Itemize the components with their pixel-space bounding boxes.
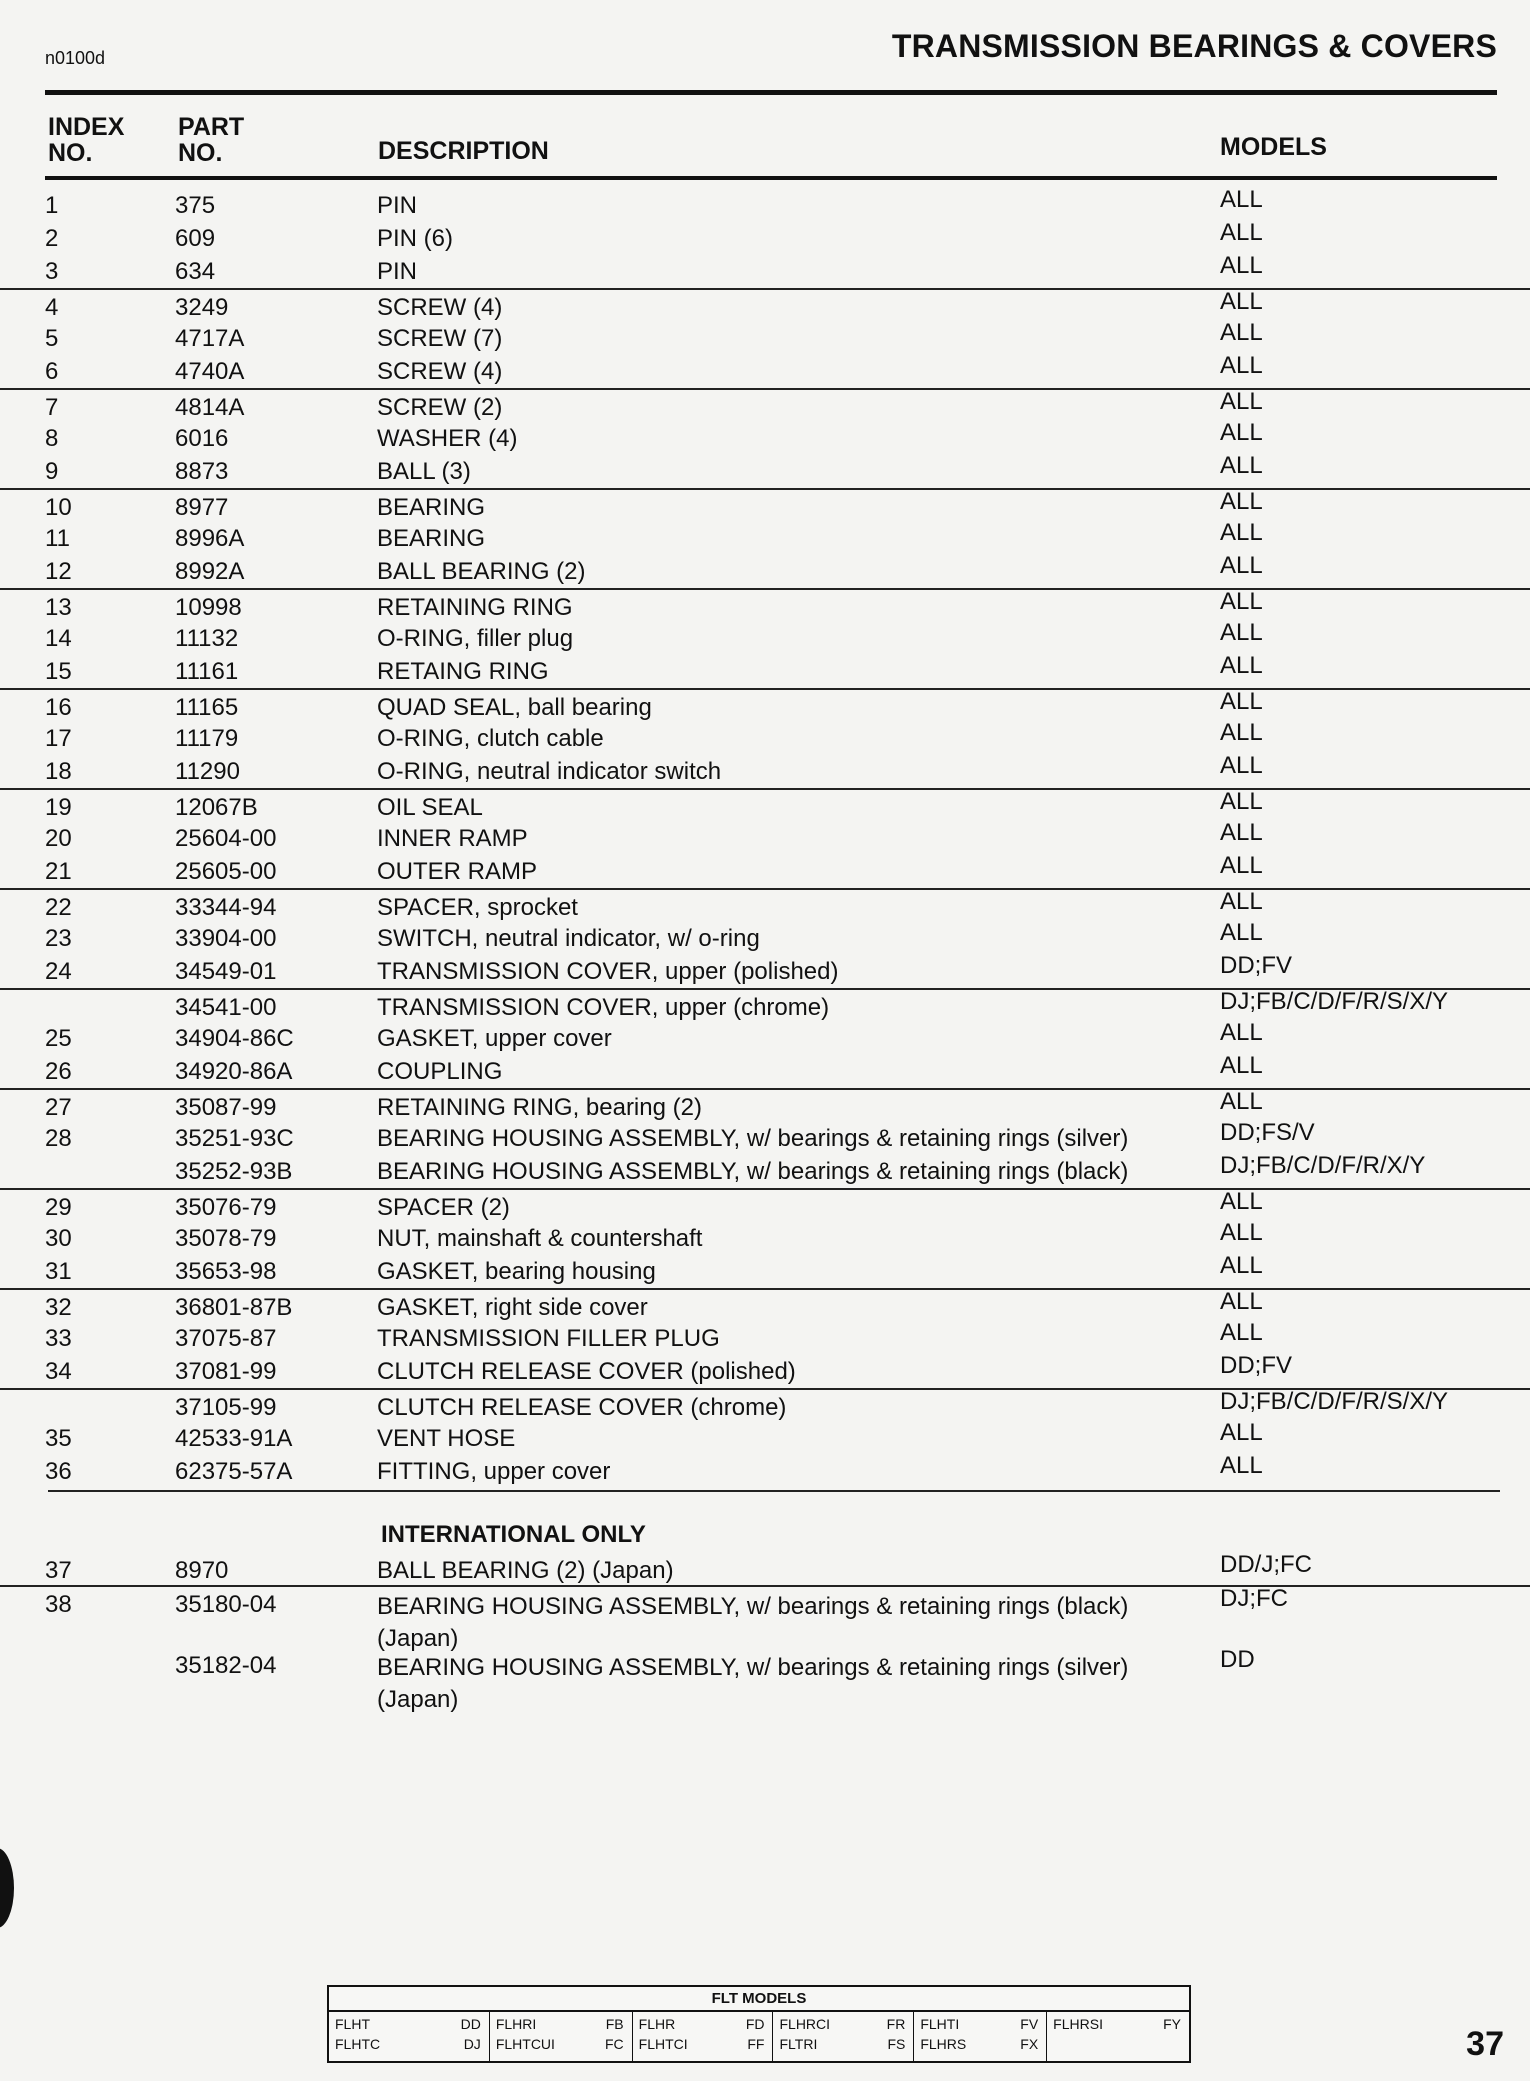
models-cell: DD;FS/V <box>1220 1119 1315 1146</box>
part-no-cell: 11132 <box>175 625 239 652</box>
table-row <box>0 354 1530 387</box>
table-row <box>0 288 1530 323</box>
index-cell: 36 <box>45 1458 72 1485</box>
title-rule <box>45 90 1497 95</box>
legend-cell <box>773 2012 914 2061</box>
legend-model-code: FB <box>605 2016 624 2032</box>
models-cell: ALL <box>1220 819 1263 846</box>
description-cell: CLUTCH RELEASE COVER (chrome) <box>377 1394 787 1421</box>
index-cell: 3 <box>45 258 59 285</box>
part-no-cell: 35180-04 <box>175 1591 277 1618</box>
table-row <box>0 1221 1530 1254</box>
description-cell: SPACER (2) <box>377 1194 510 1221</box>
part-no-cell: 33344-94 <box>175 894 277 921</box>
description-cell: BALL BEARING (2) (Japan) <box>377 1557 674 1584</box>
page-number: 37 <box>1466 2025 1504 2063</box>
index-cell: 4 <box>45 294 59 321</box>
legend-title: FLT MODELS <box>329 1987 1189 2012</box>
legend-model-name: FLHT <box>335 2016 370 2032</box>
legend-model-code: FS <box>887 2036 906 2052</box>
part-no-cell: 8992A <box>175 558 245 585</box>
models-cell: ALL <box>1220 788 1263 815</box>
description-cell: GASKET, right side cover <box>377 1294 648 1321</box>
models-cell: ALL <box>1220 888 1263 915</box>
index-cell: 15 <box>45 658 72 685</box>
part-no-cell: 34904-86C <box>175 1025 294 1052</box>
index-cell: 38 <box>45 1591 72 1618</box>
index-cell: 24 <box>45 958 72 985</box>
index-cell: 20 <box>45 825 72 852</box>
part-no-cell: 10998 <box>175 594 242 621</box>
legend-model-code: FF <box>747 2036 765 2052</box>
models-cell: DJ;FB/C/D/F/R/S/X/Y <box>1220 988 1449 1015</box>
models-cell: ALL <box>1220 1288 1263 1315</box>
description-cell: PIN <box>377 258 418 285</box>
page-title: TRANSMISSION BEARINGS & COVERS <box>891 28 1497 64</box>
legend-model-name: FLTRI <box>779 2036 818 2052</box>
header-part-no: PART NO. <box>178 113 245 167</box>
index-cell: 16 <box>45 694 72 721</box>
part-no-cell: 3249 <box>175 294 229 321</box>
legend-cell <box>490 2012 633 2061</box>
description-cell: OIL SEAL <box>377 794 483 821</box>
legend-model-name: FLHTCI <box>638 2036 688 2052</box>
models-cell: ALL <box>1220 519 1263 546</box>
description-cell: BALL BEARING (2) <box>377 558 586 585</box>
models-cell: ALL <box>1220 919 1263 946</box>
table-row <box>0 1354 1530 1387</box>
description-cell: BEARING HOUSING ASSEMBLY, w/ bearings & retaining rings (silver) <box>377 1125 1129 1152</box>
part-no-cell: 35078-79 <box>175 1225 277 1252</box>
legend-model-code: DJ <box>463 2036 481 2052</box>
description-cell: PIN (6) <box>377 225 454 252</box>
part-no-cell: 375 <box>175 192 216 219</box>
description-cell: FITTING, upper cover <box>377 1458 611 1485</box>
models-cell: DD <box>1220 1646 1255 1673</box>
part-no-cell: 35252-93B <box>175 1158 293 1185</box>
table-row <box>0 254 1530 287</box>
legend-model-code: DD <box>460 2016 481 2032</box>
part-no-cell: 11179 <box>175 725 239 752</box>
models-cell: ALL <box>1220 488 1263 515</box>
table-row <box>0 1553 1530 1586</box>
table-row <box>0 788 1530 823</box>
legend-model-name: FLHRI <box>495 2016 537 2032</box>
models-cell: ALL <box>1220 186 1263 213</box>
table-row <box>0 1648 1530 1712</box>
legend-model-code: FR <box>886 2016 906 2032</box>
index-cell: 17 <box>45 725 72 752</box>
index-cell: 19 <box>45 794 72 821</box>
legend-model-name: FLHTC <box>335 2036 381 2052</box>
table-row <box>0 1388 1530 1423</box>
table-row <box>0 754 1530 787</box>
index-cell: 27 <box>45 1094 72 1121</box>
description-cell: BEARING <box>377 525 486 552</box>
models-cell: ALL <box>1220 1019 1263 1046</box>
description-cell: RETAING RING <box>377 658 549 685</box>
part-no-cell: 36801-87B <box>175 1294 293 1321</box>
part-no-cell: 4717A <box>175 325 245 352</box>
models-legend <box>327 1985 1191 2063</box>
legend-cell <box>914 2012 1047 2061</box>
models-cell: ALL <box>1220 319 1263 346</box>
models-cell: ALL <box>1220 1052 1263 1079</box>
index-cell: 28 <box>45 1125 72 1152</box>
table-row <box>0 854 1530 887</box>
legend-cell <box>633 2012 774 2061</box>
table-row <box>0 488 1530 523</box>
table-row <box>0 221 1530 254</box>
models-cell: ALL <box>1220 1452 1263 1479</box>
index-cell: 30 <box>45 1225 72 1252</box>
description-cell: QUAD SEAL, ball bearing <box>377 694 652 721</box>
legend-grid <box>329 2012 1189 2061</box>
description-cell: RETAINING RING <box>377 594 573 621</box>
part-no-cell: 25605-00 <box>175 858 277 885</box>
index-cell: 13 <box>45 594 72 621</box>
description-cell: RETAINING RING, bearing (2) <box>377 1094 702 1121</box>
index-cell: 22 <box>45 894 72 921</box>
part-no-cell: 11165 <box>175 694 239 721</box>
legend-cell <box>329 2012 490 2061</box>
index-cell: 29 <box>45 1194 72 1221</box>
table-row <box>0 1088 1530 1123</box>
index-cell: 2 <box>45 225 59 252</box>
description-cell: O-RING, neutral indicator switch <box>377 758 722 785</box>
part-no-cell: 37075-87 <box>175 1325 277 1352</box>
part-no-cell: 34541-00 <box>175 994 277 1021</box>
legend-model-name: FLHTI <box>920 2016 960 2032</box>
header-models: MODELS <box>1220 133 1327 161</box>
models-cell: ALL <box>1220 288 1263 315</box>
part-no-cell: 34920-86A <box>175 1058 293 1085</box>
part-no-cell: 8977 <box>175 494 229 521</box>
table-row <box>0 521 1530 554</box>
table-row <box>0 921 1530 954</box>
table-row <box>0 1021 1530 1054</box>
description-cell: O-RING, clutch cable <box>377 725 604 752</box>
models-cell: DD;FV <box>1220 1352 1292 1379</box>
index-cell: 14 <box>45 625 72 652</box>
index-cell: 26 <box>45 1058 72 1085</box>
table-row <box>0 654 1530 687</box>
models-cell: ALL <box>1220 352 1263 379</box>
table-row <box>0 1154 1530 1187</box>
table-row <box>0 388 1530 423</box>
description-cell: OUTER RAMP <box>377 858 538 885</box>
part-no-cell: 42533-91A <box>175 1425 293 1452</box>
table-row <box>0 1254 1530 1287</box>
part-no-cell: 4740A <box>175 358 245 385</box>
legend-cell <box>1047 2012 1189 2061</box>
table-row <box>0 321 1530 354</box>
part-no-cell: 33904-00 <box>175 925 277 952</box>
index-cell: 32 <box>45 1294 72 1321</box>
description-cell: TRANSMISSION COVER, upper (polished) <box>377 958 839 985</box>
models-cell: ALL <box>1220 688 1263 715</box>
models-cell: ALL <box>1220 452 1263 479</box>
table-row <box>0 1188 1530 1223</box>
part-no-cell: 35251-93C <box>175 1125 294 1152</box>
part-no-cell: 609 <box>175 225 216 252</box>
index-cell: 35 <box>45 1425 72 1452</box>
page-code: n0100d <box>45 48 106 68</box>
part-no-cell: 62375-57A <box>175 1458 293 1485</box>
description-cell: SWITCH, neutral indicator, w/ o-ring <box>377 925 760 952</box>
table-row <box>0 421 1530 454</box>
part-no-cell: 35087-99 <box>175 1094 277 1121</box>
header-index-no: INDEX NO. <box>48 113 125 167</box>
description-cell: TRANSMISSION COVER, upper (chrome) <box>377 994 830 1021</box>
description-cell: SPACER, sprocket <box>377 894 578 921</box>
binder-hole <box>0 1848 14 1928</box>
table-row <box>0 1321 1530 1354</box>
table-row <box>0 454 1530 487</box>
index-cell: 23 <box>45 925 72 952</box>
index-cell: 10 <box>45 494 72 521</box>
legend-model-name: FLHR <box>638 2016 676 2032</box>
part-no-cell: 4814A <box>175 394 245 421</box>
description-cell: PIN <box>377 192 418 219</box>
description-cell: SCREW (2) <box>377 394 503 421</box>
index-cell: 7 <box>45 394 59 421</box>
models-cell: ALL <box>1220 1088 1263 1115</box>
table-row <box>0 888 1530 923</box>
part-no-cell: 11161 <box>175 658 239 685</box>
part-no-cell: 25604-00 <box>175 825 277 852</box>
part-no-cell: 11290 <box>175 758 240 785</box>
models-cell: DJ;FB/C/D/F/R/S/X/Y <box>1220 1388 1449 1415</box>
header-description: DESCRIPTION <box>378 137 549 165</box>
part-no-cell: 35182-04 <box>175 1652 277 1679</box>
table-row <box>0 721 1530 754</box>
part-no-cell: 8970 <box>175 1557 229 1584</box>
index-cell: 21 <box>45 858 72 885</box>
index-cell: 11 <box>45 525 70 552</box>
table-end-rule <box>48 1490 1500 1492</box>
part-no-cell: 8873 <box>175 458 229 485</box>
description-cell: NUT, mainshaft & countershaft <box>377 1225 703 1252</box>
table-row <box>0 1288 1530 1323</box>
legend-model-name: FLHRS <box>920 2036 967 2052</box>
description-cell: WASHER (4) <box>377 425 518 452</box>
models-cell: DD/J;FC <box>1220 1551 1312 1578</box>
models-cell: ALL <box>1220 1219 1263 1246</box>
table-row <box>0 588 1530 623</box>
table-row <box>0 188 1530 221</box>
description-cell: O-RING, filler plug <box>377 625 574 652</box>
description-cell: BEARING HOUSING ASSEMBLY, w/ bearings & retaining rings (silver) (Japan) <box>377 1654 1129 1713</box>
description-cell: SCREW (7) <box>377 325 503 352</box>
part-no-cell: 37081-99 <box>175 1358 277 1385</box>
models-cell: ALL <box>1220 588 1263 615</box>
models-cell: DD;FV <box>1220 952 1292 979</box>
international-heading: INTERNATIONAL ONLY <box>381 1521 646 1548</box>
table-row <box>0 954 1530 987</box>
index-cell: 12 <box>45 558 72 585</box>
legend-model-code: FX <box>1020 2036 1039 2052</box>
models-cell: ALL <box>1220 388 1263 415</box>
models-cell: ALL <box>1220 1319 1263 1346</box>
models-cell: ALL <box>1220 1252 1263 1279</box>
part-no-cell: 35076-79 <box>175 1194 277 1221</box>
table-row <box>0 1421 1530 1454</box>
index-cell: 25 <box>45 1025 72 1052</box>
models-cell: ALL <box>1220 252 1263 279</box>
description-cell: INNER RAMP <box>377 825 528 852</box>
index-cell: 34 <box>45 1358 72 1385</box>
table-row <box>0 1121 1530 1154</box>
models-cell: DJ;FC <box>1220 1585 1288 1612</box>
table-row <box>0 1585 1530 1651</box>
table-row <box>0 688 1530 723</box>
part-no-cell: 37105-99 <box>175 1394 277 1421</box>
models-cell: ALL <box>1220 852 1263 879</box>
models-cell: ALL <box>1220 619 1263 646</box>
part-no-cell: 12067B <box>175 794 258 821</box>
description-cell: TRANSMISSION FILLER PLUG <box>377 1325 720 1352</box>
legend-model-code: FV <box>1020 2016 1039 2032</box>
models-cell: DJ;FB/C/D/F/R/X/Y <box>1220 1152 1426 1179</box>
legend-model-code: FY <box>1163 2016 1181 2032</box>
table-row <box>0 621 1530 654</box>
models-cell: ALL <box>1220 752 1263 779</box>
part-no-cell: 35653-98 <box>175 1258 277 1285</box>
description-cell: GASKET, upper cover <box>377 1025 612 1052</box>
table-row <box>0 988 1530 1023</box>
header-rule <box>45 176 1497 180</box>
models-cell: ALL <box>1220 419 1263 446</box>
index-cell: 31 <box>45 1258 72 1285</box>
part-no-cell: 634 <box>175 258 216 285</box>
description-cell: COUPLING <box>377 1058 503 1085</box>
description-cell: VENT HOSE <box>377 1425 516 1452</box>
description-cell: SCREW (4) <box>377 294 503 321</box>
index-cell: 1 <box>45 192 59 219</box>
legend-model-name: FLHTCUI <box>495 2036 555 2052</box>
description-cell: BEARING HOUSING ASSEMBLY, w/ bearings & retaining rings (black) <box>377 1158 1129 1185</box>
models-cell: ALL <box>1220 719 1263 746</box>
models-cell: ALL <box>1220 552 1263 579</box>
index-cell: 37 <box>45 1557 72 1584</box>
models-cell: ALL <box>1220 1188 1263 1215</box>
part-no-cell: 6016 <box>175 425 229 452</box>
description-cell: BEARING <box>377 494 486 521</box>
part-no-cell: 8996A <box>175 525 245 552</box>
description-cell: BEARING HOUSING ASSEMBLY, w/ bearings & retaining rings (black) (Japan) <box>377 1593 1129 1652</box>
models-cell: ALL <box>1220 652 1263 679</box>
index-cell: 33 <box>45 1325 72 1352</box>
legend-model-code: FC <box>604 2036 624 2052</box>
index-cell: 5 <box>45 325 59 352</box>
description-cell: SCREW (4) <box>377 358 503 385</box>
description-cell: CLUTCH RELEASE COVER (polished) <box>377 1358 796 1385</box>
models-cell: ALL <box>1220 1419 1263 1446</box>
legend-model-name: FLHRSI <box>1053 2016 1103 2032</box>
table-row <box>0 1454 1530 1487</box>
table-row <box>0 1054 1530 1087</box>
legend-model-name: FLHRCI <box>779 2016 831 2032</box>
legend-model-code: FD <box>745 2016 765 2032</box>
table-row <box>0 821 1530 854</box>
index-cell: 8 <box>45 425 59 452</box>
description-cell: BALL (3) <box>377 458 471 485</box>
part-no-cell: 34549-01 <box>175 958 277 985</box>
index-cell: 18 <box>45 758 72 785</box>
index-cell: 9 <box>45 458 59 485</box>
table-row <box>0 554 1530 587</box>
models-cell: ALL <box>1220 219 1263 246</box>
description-cell: GASKET, bearing housing <box>377 1258 656 1285</box>
index-cell: 6 <box>45 358 59 385</box>
